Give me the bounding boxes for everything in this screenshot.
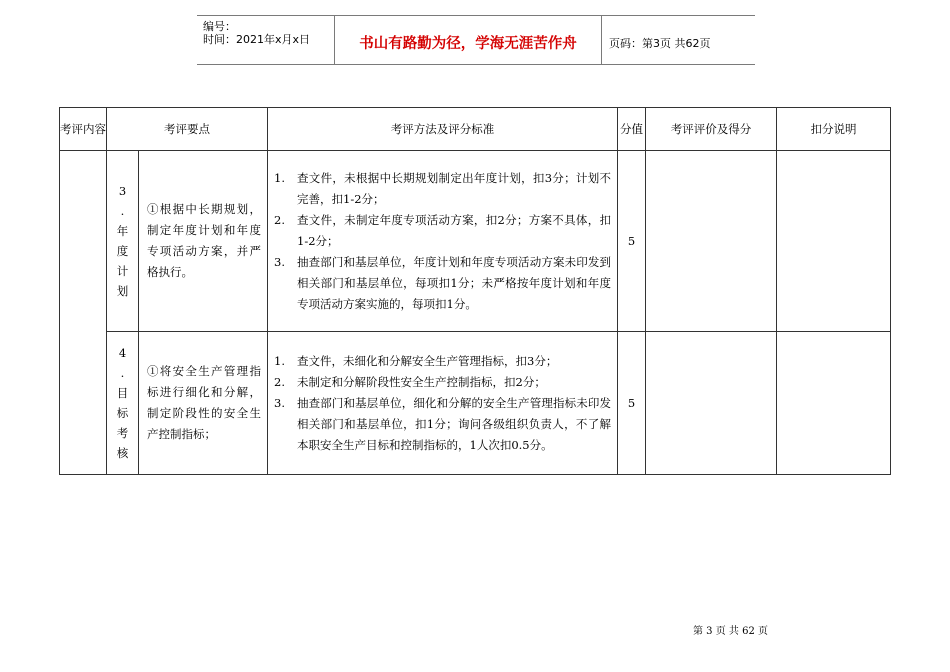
method-text: 抽查部门和基层单位，年度计划和年度专项活动方案未印发到相关部门和基层单位，每项扣1分；未严格按年度计划和年度专项活动方案实施的，每项扣1分。 [297, 254, 611, 311]
item-char: 核 [116, 446, 129, 460]
evaluation-cell [646, 332, 777, 475]
item-char: 标 [116, 406, 129, 420]
method-number: 1. [274, 170, 285, 185]
item-number-cell [107, 332, 139, 475]
item-char: . [120, 204, 125, 218]
score-cell: 5 [618, 332, 646, 475]
method-item [274, 351, 611, 372]
method-number: 3. [274, 254, 285, 269]
header-motto: 书山有路勤为径，学海无涯苦作舟 [359, 36, 577, 52]
method-number: 2. [274, 212, 285, 227]
item-char: 3 [118, 184, 127, 198]
evaluation-point: ①根据中长期规划，制定年度计划和年度专项活动方案，并严格执行。 [139, 151, 268, 332]
item-char: . [120, 366, 125, 380]
method-text: 查文件，未制定年度专项活动方案，扣2分；方案不具体，扣1-2分； [297, 212, 611, 248]
method-item [274, 168, 611, 210]
header-page-info: 页码：第3页 共62页 [609, 37, 711, 50]
item-number-cell [107, 151, 139, 332]
table-row [60, 332, 891, 475]
evaluation-table [59, 107, 891, 475]
header-points: 考评要点 [107, 108, 268, 151]
document-header [197, 15, 755, 65]
evaluation-cell [646, 151, 777, 332]
method-item [274, 210, 611, 252]
table-row [60, 151, 891, 332]
evaluation-point: ①将安全生产管理指标进行细化和分解，制定阶段性的安全生产控制指标； [139, 332, 268, 475]
item-char: 4 [118, 346, 127, 360]
deduction-cell [777, 332, 891, 475]
method-text: 查文件，未根据中长期规划制定出年度计划，扣3分；计划不完善，扣1-2分； [297, 170, 611, 206]
header-evaluation: 考评评价及得分 [646, 108, 777, 151]
header-deduction: 扣分说明 [777, 108, 891, 151]
method-cell [268, 332, 618, 475]
header-content: 考评内容 [60, 108, 107, 151]
item-char: 考 [116, 426, 129, 440]
method-cell [268, 151, 618, 332]
method-number: 2. [274, 374, 285, 389]
table-header-row [60, 108, 891, 151]
document-number-label: 编号： [203, 20, 236, 33]
item-char: 划 [116, 284, 129, 298]
method-item [274, 393, 611, 456]
item-char: 目 [116, 386, 129, 400]
score-cell: 5 [618, 151, 646, 332]
method-text: 未制定和分解阶段性安全生产控制指标，扣2分； [297, 374, 546, 389]
header-method: 考评方法及评分标准 [268, 108, 618, 151]
document-date: 时间：2021年x月x日 [203, 33, 311, 46]
header-divider [601, 16, 602, 64]
item-char: 度 [116, 244, 129, 258]
deduction-cell [777, 151, 891, 332]
header-score: 分值 [618, 108, 646, 151]
item-char: 年 [116, 224, 129, 238]
content-cell [60, 151, 107, 475]
method-item [274, 372, 611, 393]
item-char: 计 [116, 264, 129, 278]
method-number: 3. [274, 395, 285, 410]
page-footer: 第 3 页 共 62 页 [693, 626, 768, 637]
method-number: 1. [274, 353, 285, 368]
method-text: 抽查部门和基层单位，细化和分解的安全生产管理指标未印发相关部门和基层单位，扣1分；询问各级组织负责人，不了解本职安全生产目标和控制指标的，1人次扣0.5分。 [297, 395, 611, 452]
method-text: 查文件，未细化和分解安全生产管理指标，扣3分； [297, 353, 558, 368]
method-item [274, 252, 611, 315]
